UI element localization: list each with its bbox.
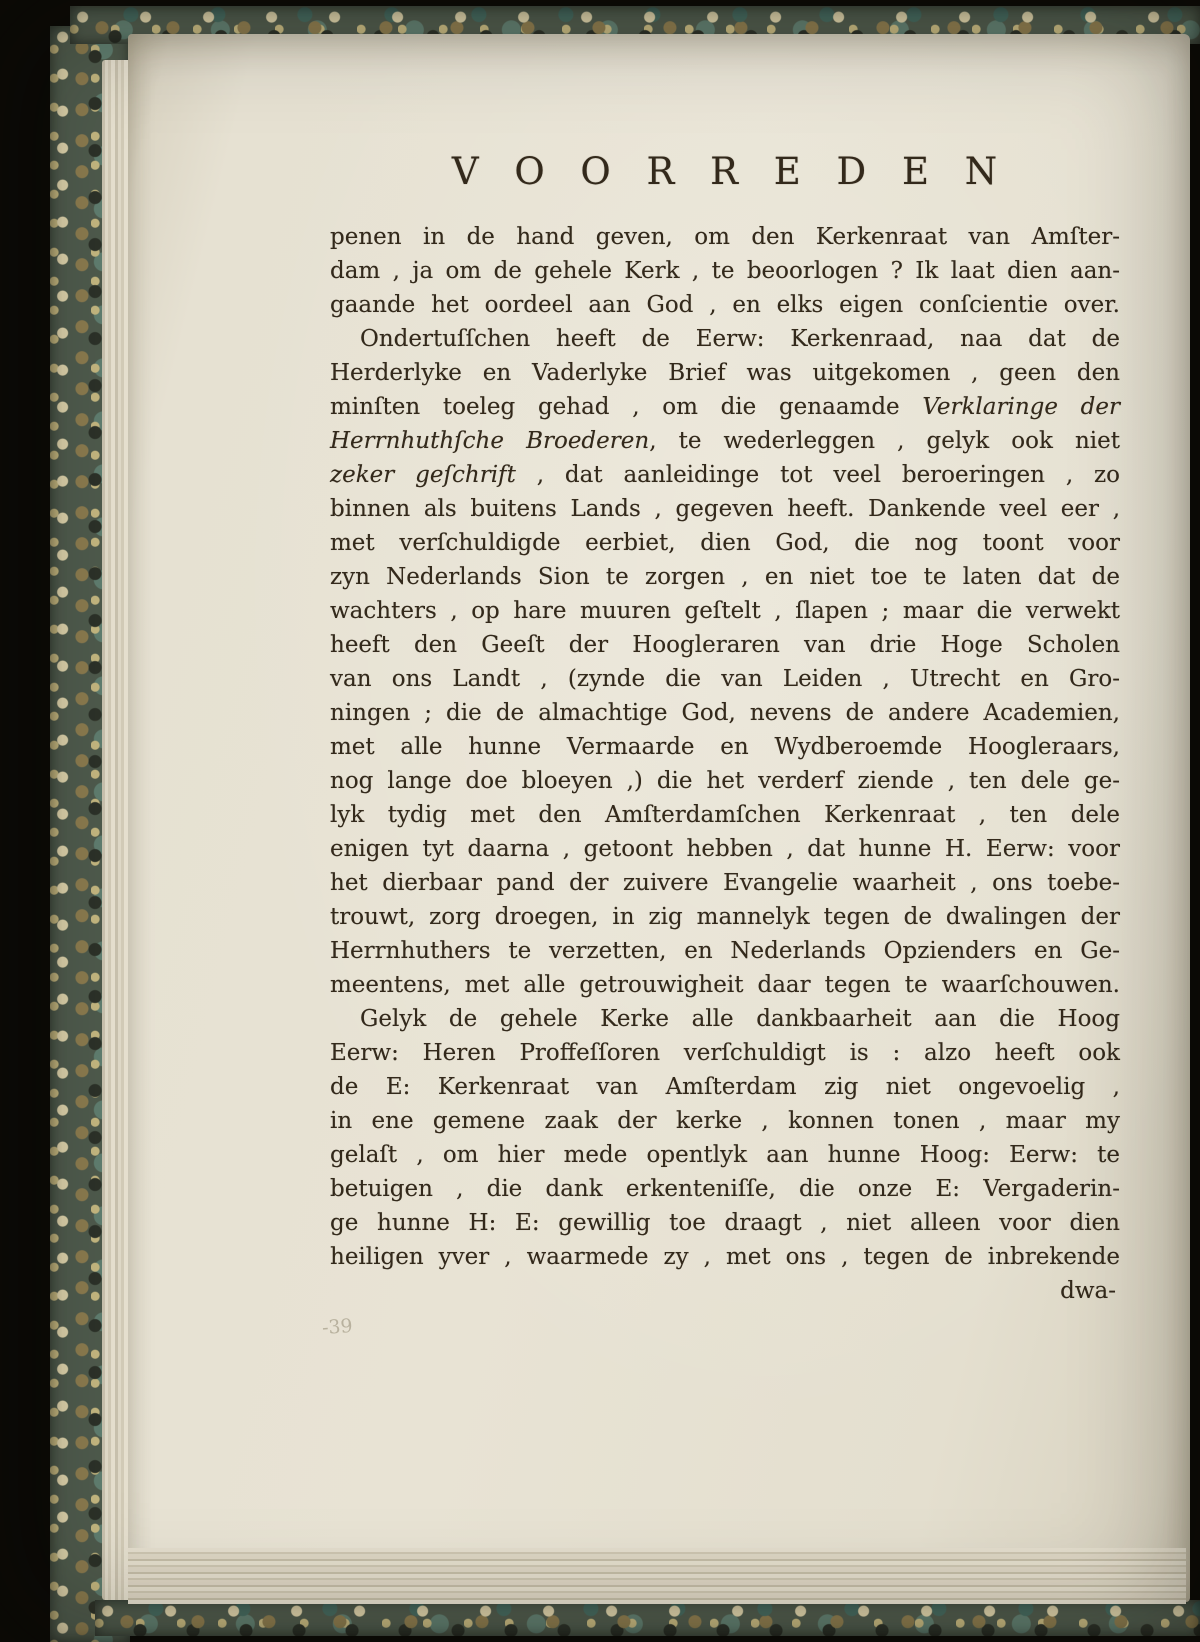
- text-segment: van ons Landt , (zynde die van Leiden , Utrecht en Gro-: [330, 666, 1120, 692]
- text-line: [330, 934, 1120, 968]
- text-line: [330, 1206, 1120, 1240]
- text-line: [330, 1240, 1120, 1274]
- text-line: [330, 730, 1120, 764]
- text-segment: zyn Nederlands Sion te zorgen , en niet toe te laten dat de: [330, 564, 1120, 590]
- text-line: [330, 424, 1120, 458]
- text-line: [330, 594, 1120, 628]
- text-line: [330, 866, 1120, 900]
- catchword: dwa-: [1060, 1278, 1116, 1304]
- pencil-mark: -39: [321, 1314, 354, 1340]
- text-segment: ningen ; die de almachtige God, nevens de andere Academien,: [330, 700, 1120, 726]
- text-segment: in ene gemene zaak der kerke , konnen tonen , maar my: [330, 1108, 1120, 1134]
- text-line: [330, 288, 1120, 322]
- text-segment: gaande het oordeel aan God , en elks eigen conſcientie over.: [330, 292, 1120, 318]
- text-segment: Eerw: Heren Proffeſſoren verſchuldigt is : alzo heeft ook: [330, 1040, 1120, 1066]
- text-line: [330, 832, 1120, 866]
- text-segment: ge hunne H: E: gewillig toe draagt , niet alleen voor dien: [330, 1210, 1120, 1236]
- text-line: [330, 356, 1120, 390]
- text-segment: Herrnhuthers te verzetten, en Nederlands Opzienders en Ge-: [330, 938, 1120, 964]
- text-block: [321, 148, 1121, 1340]
- text-line: [330, 798, 1120, 832]
- text-segment: minſten toeleg gehad , om die genaamde: [330, 394, 923, 420]
- text-segment: enigen tyt daarna , getoont hebben , dat hunne H. Eerw: voor: [330, 836, 1120, 862]
- text-segment: dam , ja om de gehele Kerk , te beoorlogen ? Ik laat dien aan-: [330, 258, 1120, 284]
- text-line: [330, 526, 1120, 560]
- text-line: [330, 1138, 1120, 1172]
- italic-phrase: zeker geſchrift: [330, 462, 516, 488]
- text-line: [330, 220, 1120, 254]
- page-heading: V O O R R E D E N: [451, 150, 999, 193]
- text-segment: , te wederleggen , gelyk ook niet: [649, 428, 1120, 454]
- text-line: [330, 662, 1120, 696]
- text-segment: nog lange doe bloeyen ,) die het verderf ziende , ten dele ge-: [330, 768, 1120, 794]
- text-segment: wachters , op hare muuren geſtelt , ſlapen ; maar die verwekt: [330, 598, 1120, 624]
- text-line: [330, 390, 1120, 424]
- stacked-page-edges-bottom: [128, 1548, 1186, 1604]
- text-lines: [330, 220, 1120, 1274]
- text-segment: betuigen , die dank erkenteniſſe, die onze E: Vergaderin-: [330, 1176, 1120, 1202]
- text-line: [330, 322, 1120, 356]
- text-line: [330, 1104, 1120, 1138]
- text-segment: lyk tydig met den Amſterdamſchen Kerkenraat , ten dele: [330, 802, 1120, 828]
- text-segment: heiligen yver , waarmede zy , met ons , tegen de inbrekende: [330, 1244, 1120, 1270]
- text-segment: Ondertuſſchen heeft de Eerw: Kerkenraad, naa dat de: [360, 326, 1120, 352]
- text-line: [330, 1070, 1120, 1104]
- text-line: [330, 900, 1120, 934]
- text-segment: gelaſt , om hier mede opentlyk aan hunne Hoog: Eerw: te: [330, 1142, 1120, 1168]
- text-segment: meentens, met alle getrouwigheit daar tegen te waarſchouwen.: [330, 972, 1120, 998]
- text-segment: de E: Kerkenraat van Amſterdam zig niet ongevoelig ,: [330, 1074, 1120, 1100]
- text-line: [330, 968, 1120, 1002]
- text-line: [330, 696, 1120, 730]
- text-line: [330, 764, 1120, 798]
- text-segment: met alle hunne Vermaarde en Wydberoemde Hoogleraars,: [330, 734, 1120, 760]
- text-line: [330, 628, 1120, 662]
- text-line: [330, 1002, 1120, 1036]
- text-segment: met verſchuldigde eerbiet, dien God, die nog toont voor: [330, 530, 1120, 556]
- text-line: [330, 1036, 1120, 1070]
- text-line: [330, 492, 1120, 526]
- text-line: [330, 1172, 1120, 1206]
- text-line: [330, 254, 1120, 288]
- text-segment: het dierbaar pand der zuivere Evangelie waarheit , ons toebe-: [330, 870, 1120, 896]
- text-segment: Gelyk de gehele Kerke alle dankbaarheit aan die Hoog: [360, 1006, 1120, 1032]
- text-segment: heeft den Geeſt der Hoogleraren van drie Hoge Scholen: [330, 632, 1120, 658]
- bottom-marbled-cover-edge: [95, 1600, 1200, 1636]
- text-segment: penen in de hand geven, om den Kerkenraat van Amſter-: [330, 224, 1120, 250]
- italic-phrase: Verklaringe der: [922, 394, 1121, 420]
- text-segment: binnen als buitens Lands , gegeven heeft. Dankende veel eer ,: [330, 496, 1120, 522]
- text-segment: trouwt, zorg droegen, in zig mannelyk tegen de dwalingen der: [330, 904, 1120, 930]
- text-line: [330, 560, 1120, 594]
- text-segment: , dat aanleidinge tot veel beroeringen , zo: [515, 462, 1120, 488]
- text-line: [330, 458, 1120, 492]
- italic-phrase: Herrnhuthſche Broederen: [330, 428, 650, 454]
- text-segment: Herderlyke en Vaderlyke Brief was uitgekomen , geen den: [330, 360, 1120, 386]
